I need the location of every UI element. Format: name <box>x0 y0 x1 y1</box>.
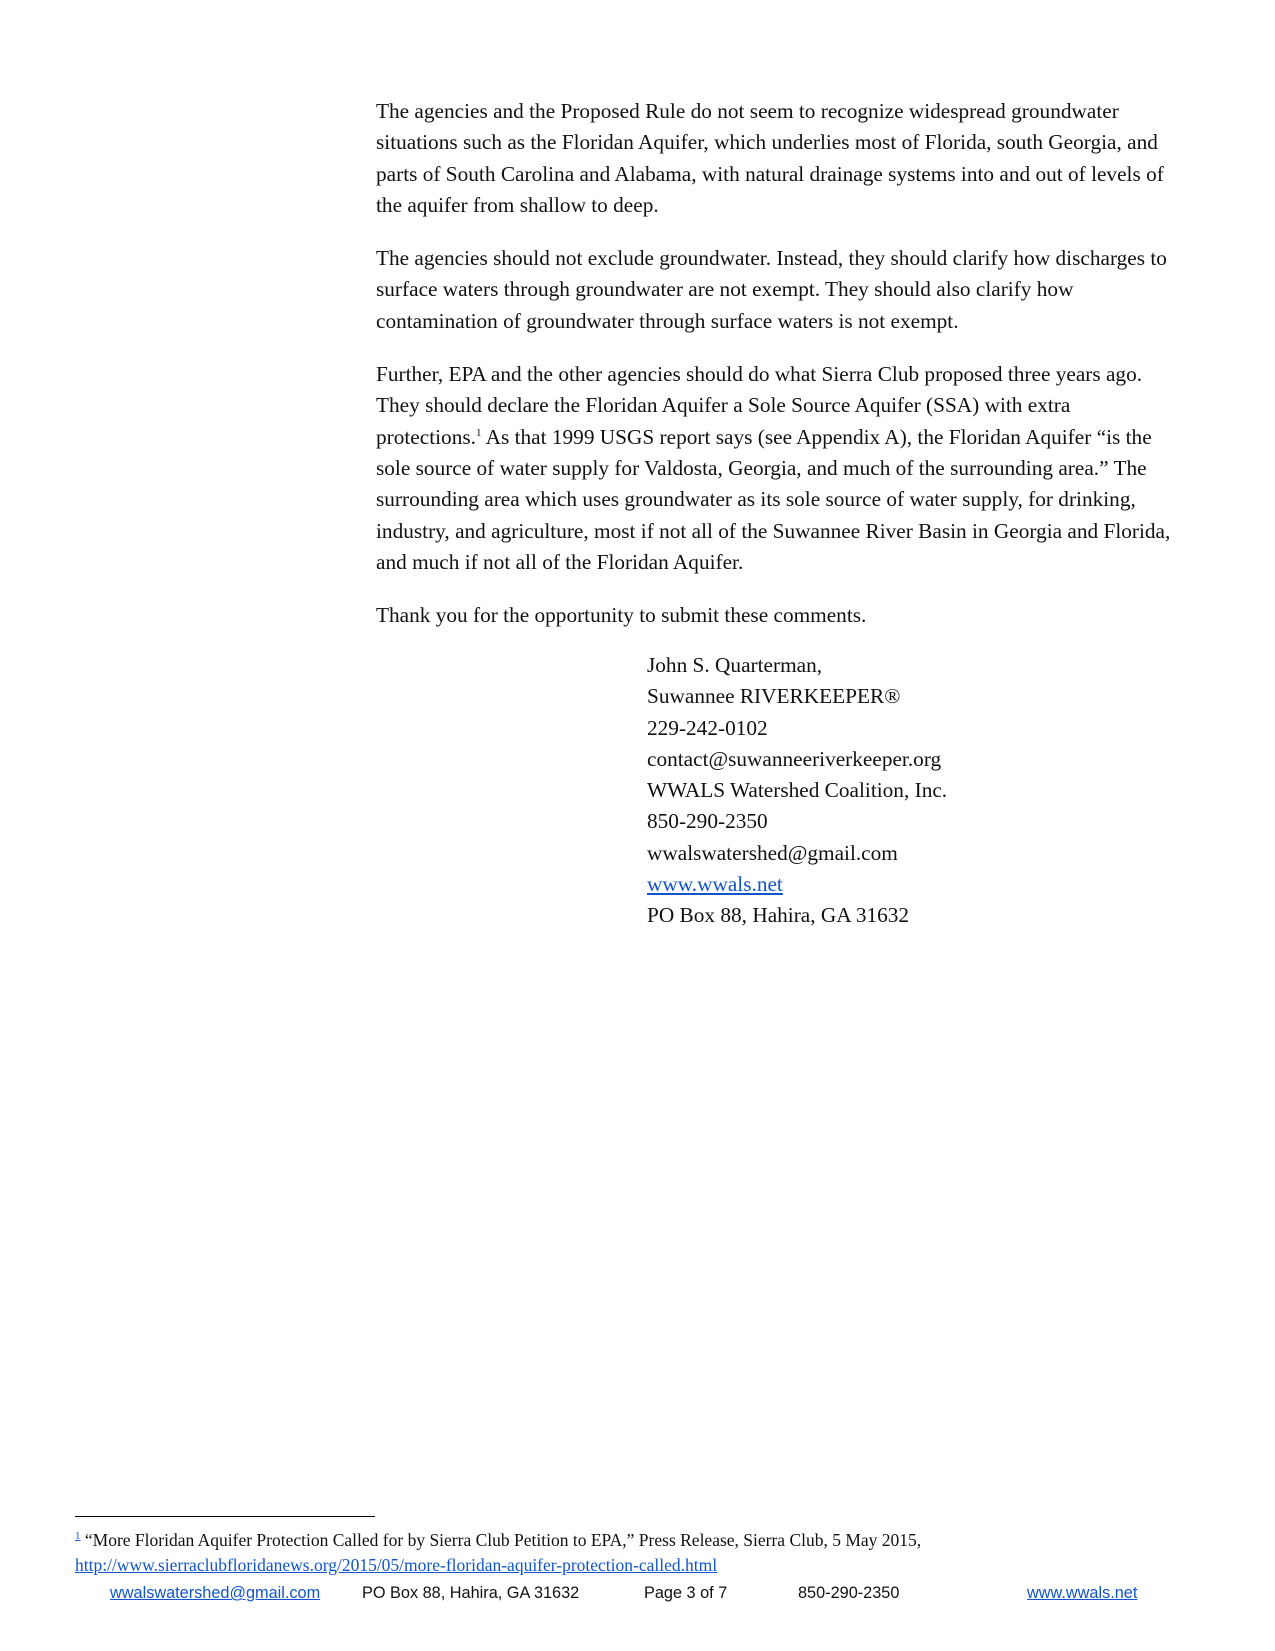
body-text <box>376 96 1176 653</box>
signer-email: contact@suwanneeriverkeeper.org <box>647 746 942 771</box>
paragraph-3 <box>376 359 1176 578</box>
footnote-separator <box>75 1516 375 1517</box>
footnote-url-link[interactable]: http://www.sierraclubfloridanews.org/2015/05/more-floridan-aquifer-protection-called.html <box>75 1555 718 1575</box>
paragraph-3-part-1: Further, EPA and the other agencies should do what Sierra Club proposed three years ago. They should declare the Floridan Aquifer a Sole Source Aquifer (SSA) with extra protections. <box>376 362 1143 449</box>
organization-email: wwalswatershed@gmail.com <box>647 840 898 865</box>
footer-phone: 850-290-2350 <box>798 1584 900 1602</box>
mailing-address: PO Box 88, Hahira, GA 31632 <box>647 903 910 928</box>
page-footer <box>0 1584 1275 1608</box>
signer-title: Suwannee RIVERKEEPER® <box>647 684 901 709</box>
signer-phone: 229-242-0102 <box>647 715 768 740</box>
footnote-mark[interactable]: 1 <box>75 1530 81 1543</box>
website-link[interactable]: www.wwals.net <box>647 872 783 897</box>
paragraph-4: Thank you for the opportunity to submit these comments. <box>376 603 867 628</box>
paragraph-3-part-2: As that 1999 USGS report says (see Appendix A), the Floridan Aquifer “is the sole source of water supply for Valdosta, Georgia, and much of the surrounding area.” The surrounding area which uses groundwater as its sole source of water supply, for drinking, industry, and agriculture, most if not all of the Suwannee River Basin in Georgia and Florida, and much if not all of the Floridan Aquifer. <box>376 424 1171 574</box>
footer-website-link[interactable]: www.wwals.net <box>1027 1584 1138 1602</box>
footnote-text: “More Floridan Aquifer Protection Called for by Sierra Club Petition to EPA,” Press Release, Sierra Club, 5 May 2015, <box>80 1530 922 1550</box>
footer-page-number: Page 3 of 7 <box>644 1584 728 1602</box>
paragraph-1: The agencies and the Proposed Rule do not seem to recognize widespread groundwater situations such as the Floridan Aquifer, which underlies most of Florida, south Georgia, and parts of South Carolina and Alabama, with natural drainage systems into and out of levels of the aquifer from shallow to deep. <box>376 99 1164 217</box>
signature-block <box>647 650 947 932</box>
footnote-reference[interactable]: 1 <box>475 426 482 439</box>
paragraph-2: The agencies should not exclude groundwater. Instead, they should clarify how discharges to surface waters through groundwater are not exempt. They should also clarify how contamination of groundwater through surface waters is not exempt. <box>376 246 1167 333</box>
organization-name: WWALS Watershed Coalition, Inc. <box>647 778 948 803</box>
footer-email-link[interactable]: wwalswatershed@gmail.com <box>110 1584 321 1602</box>
footnote-line-1 <box>75 1528 1205 1553</box>
signer-name: John S. Quarterman, <box>647 653 823 677</box>
footer-address: PO Box 88, Hahira, GA 31632 <box>362 1584 580 1602</box>
organization-phone: 850-290-2350 <box>647 809 768 834</box>
footnote <box>75 1528 1205 1578</box>
